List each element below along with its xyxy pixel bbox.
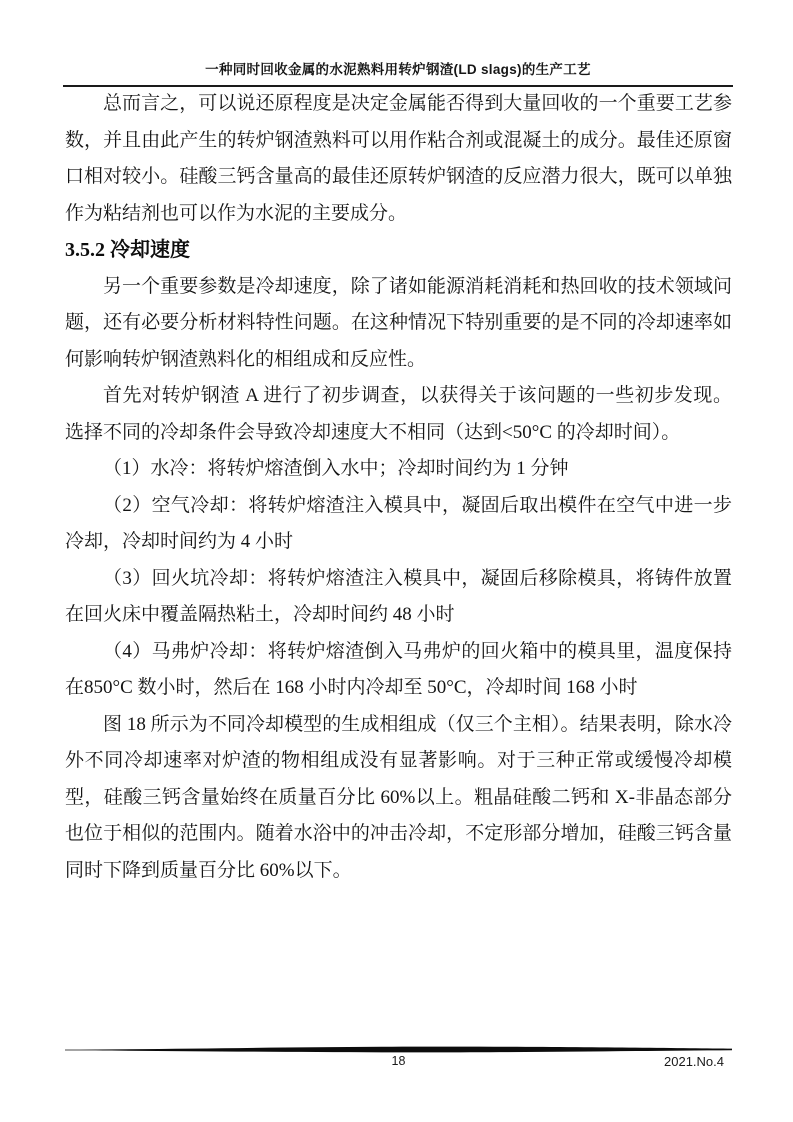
list-item-water-cooling: （1）水冷：将转炉熔渣倒入水中；冷却时间约为 1 分钟 (103, 458, 569, 479)
section-heading-3-5-2: 3.5.2 冷却速度 (65, 239, 190, 261)
header-title: 一种同时回收金属的水泥熟料用转炉钢渣(LD slags)的生产工艺 (205, 62, 591, 77)
paragraph-summary: 总而言之，可以说还原程度是决定金属能否得到大量回收的一个重要工艺参数，并且由此产生的转炉钢渣熟料可以用作粘合剂或混凝土的成分。最佳还原窗口相对较小。硅酸三钙含量高的最佳还原转炉钢渣的反应潜力很大，既可以单独作为粘结剂也可以作为水泥的主要成分。 (65, 93, 732, 224)
list-item-muffle-furnace-cooling: （4）马弗炉冷却：将转炉熔渣倒入马弗炉的回火箱中的模具里，温度保持在850°C 数小时，然后在 168 小时内冷却至 50°C，冷却时间 168 小时 (65, 640, 732, 698)
page-footer (65, 1054, 732, 1072)
paragraph-cooling-intro: 另一个重要参数是冷却速度，除了诸如能源消耗消耗和热回收的技术领域问题，还有必要分析材料特性问题。在这种情况下特别重要的是不同的冷却速率如何影响转炉钢渣熟料化的相组成和反应性。 (65, 275, 732, 370)
list-item-air-cooling: （2）空气冷却：将转炉熔渣注入模具中，凝固后取出模件在空气中进一步冷却，冷却时间约为 4 小时 (65, 494, 732, 552)
footer-rule (65, 1046, 732, 1054)
list-item-tempering-pit-cooling: （3）回火坑冷却：将转炉熔渣注入模具中，凝固后移除模具，将铸件放置在回火床中覆盖隔热粘土，冷却时间约 48 小时 (65, 567, 732, 625)
page-header (63, 58, 733, 87)
paragraph-slag-a-survey: 首先对转炉钢渣 A 进行了初步调查，以获得关于该问题的一些初步发现。选择不同的冷却条件会导致冷却速度大不相同（达到<50°C 的冷却时间）。 (65, 385, 732, 443)
document-body (65, 86, 732, 889)
footer-issue-label: 2021.No.4 (664, 1054, 724, 1069)
paragraph-figure18-results: 图 18 所示为不同冷却模型的生成相组成（仅三个主相）。结果表明，除水冷外不同冷却速率对炉渣的物相组成没有显著影响。对于三种正常或缓慢冷却模型，硅酸三钙含量始终在质量百分比 60%以上。粗晶硅酸二钙和 X-非晶态部分也位于相似的范围内。随着水浴中的冲击冷却，不定形部分增加，硅酸三钙含量同时下降到质量百分比 60%以下。 (65, 713, 732, 881)
footer-page-number: 18 (391, 1054, 406, 1068)
